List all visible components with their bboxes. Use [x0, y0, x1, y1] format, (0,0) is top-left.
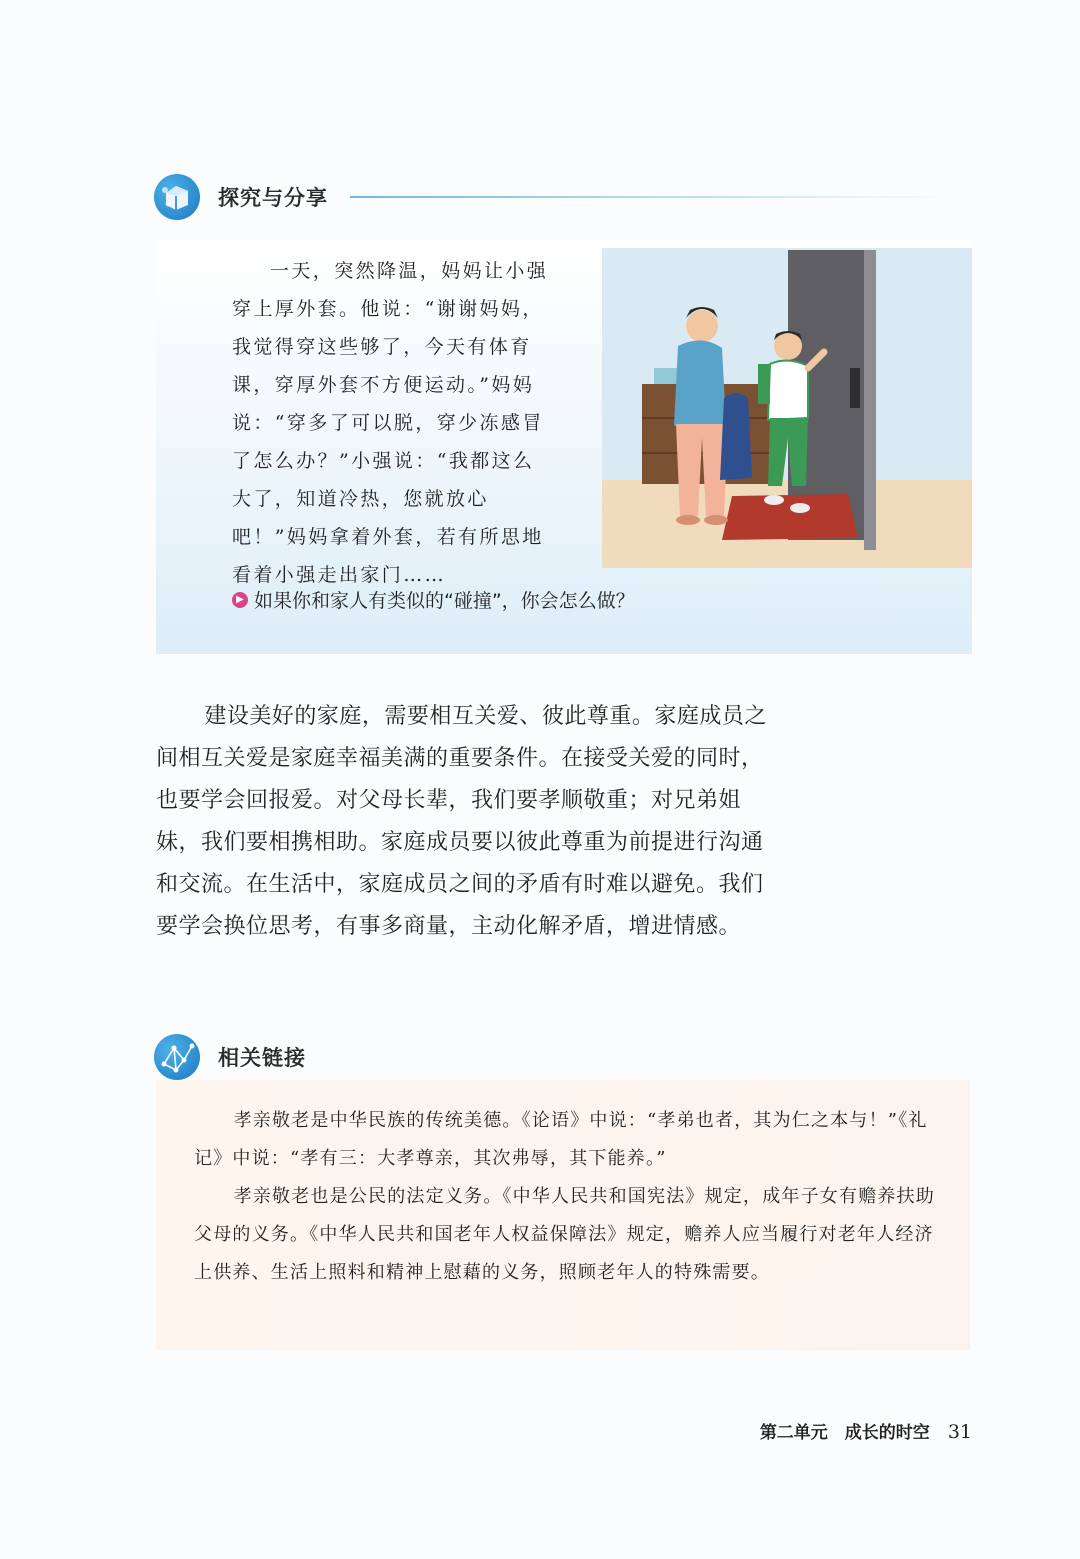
links-title: 相关链接: [218, 1046, 306, 1070]
story-text: [232, 252, 554, 594]
cube-icon: [154, 174, 200, 220]
question-text: 如果你和家人有类似的“碰撞”，你会怎么做？: [254, 590, 635, 612]
main-paragraph-block: [156, 696, 768, 948]
links-paragraph: 孝亲敬老是中华民族的传统美德。《论语》中说：“孝弟也者，其为仁之本与！”《礼记》中说：“孝有三：大孝尊亲，其次弗辱，其下能养。”: [194, 1110, 928, 1169]
unit-title: 第二单元 成长的时空: [759, 1423, 930, 1443]
page-footer: [760, 1418, 972, 1443]
network-icon: [154, 1034, 200, 1080]
links-paragraph: 孝亲敬老也是公民的法定义务。《中华人民共和国宪法》规定，成年子女有赡养扶助父母的义务。《中华人民共和国老年人权益保障法》规定，赡养人应当履行对老年人经济上供养、生活上照料和精神上慰藉的义务，照顾老年人的特殊需要。: [194, 1186, 935, 1283]
links-header: [154, 1034, 306, 1080]
links-box: [156, 1080, 970, 1350]
page-number: 31: [947, 1421, 972, 1443]
links-text: [194, 1102, 944, 1292]
header-divider: [350, 196, 950, 198]
explore-header: [154, 174, 328, 220]
question-line: [232, 586, 635, 613]
explore-title: 探究与分享: [218, 186, 328, 210]
story-paragraph: 一天，突然降温，妈妈让小强穿上厚外套。他说：“谢谢妈妈，我觉得穿这些够了，今天有体育课，穿厚外套不方便运动。”妈妈说：“穿多了可以脱，穿少冻感冒了怎么办？”小强说：“我都这么大了，知道冷热，您就放心吧！”妈妈拿着外套，若有所思地看着小强走出家门……: [232, 260, 549, 586]
play-bullet-icon: ▶: [232, 592, 248, 608]
main-paragraph: 建设美好的家庭，需要相互关爱、彼此尊重。家庭成员之间相互关爱是家庭幸福美满的重要条件。在接受关爱的同时，也要学会回报爱。对父母长辈，我们要孝顺敬重；对兄弟姐妹，我们要相携相助。家庭成员要以彼此尊重为前提进行沟通和交流。在生活中，家庭成员之间的矛盾有时难以避免。我们要学会换位思考，有事多商量，主动化解矛盾，增进情感。: [156, 704, 767, 939]
explore-box: [156, 240, 972, 654]
family-illustration: [602, 248, 972, 568]
